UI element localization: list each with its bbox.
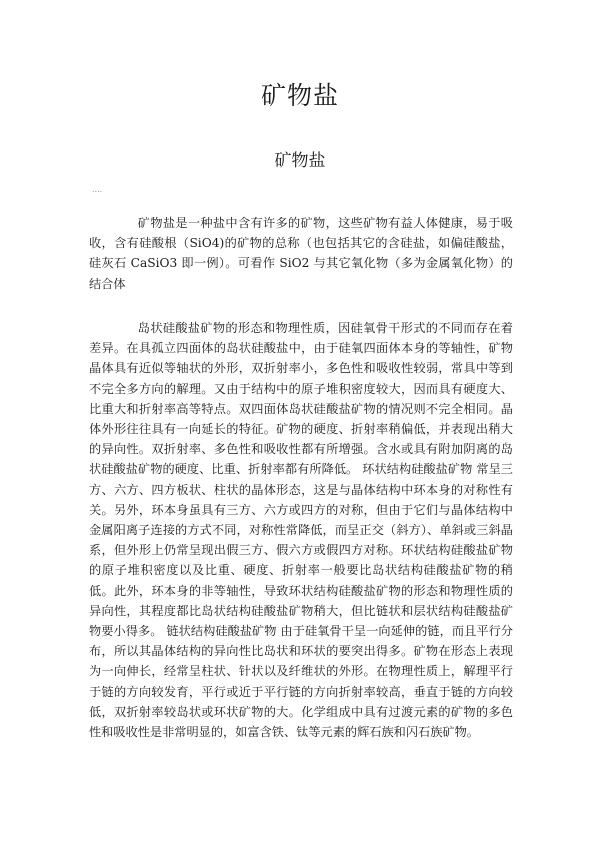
paragraph-structure: 岛状硅酸盐矿物的形态和物理性质，因硅氧骨干形式的不同而存在着差异。在具孤立四面体的岛状硅酸盐中，由于硅氧四面体本身的等轴性，矿物晶体具有近似等轴状的外形，双折射率小，多色性和吸收性较弱，常具中等到不完全多方向的解理。又由于结构中的原子堆积密度较大，因而具有硬度大、比重大和折射率高等特点。双四面体岛状硅酸盐矿物的情况则不完全相同。晶体外形往往具有一向延长的特征。矿物的硬度、折射率稍偏低，并表现出稍大的异向性。双折射率、多色性和吸收性都有所增强。含水或具有附加阴离的岛状硅酸盐矿物的硬度、比重、折射率都有所降低。 环状结构硅酸盐矿物 常呈三方、六方、四方板状、柱状的晶体形态，这是与晶体结构中环本身的对称性有关。另外，环本身虽具有三方、六方或四方的对称，但由于它们与晶体结构中金属阳离子连接的方式不同，对称性常降低，而呈正交（斜方）、单斜或三斜晶系，但外形上仍常呈现出假三方、假六方或假四方对称。环状结构硅酸盐矿物的原子堆积密度以及比重、硬度、折射率一般要比岛状结构硅酸盐矿物的稍低。此外，环本身的非等轴性，导致环状结构硅酸盐矿物的形态和物理性质的异向性，其程度都比岛状结构硅酸盐矿物稍大，但比链状和层状结构硅酸盐矿物要小得多。 链状结构硅酸盐矿物 由于硅氧骨干呈一向延伸的链，而且平行分布，所以其晶体结构的异向性比岛状和环状的要突出得多。矿物在形态上表现为一向伸长，经常呈柱状、针状以及纤维状的外形。在物理性质上，解理平行于链的方向较发育，平行或近于平行链的方向折射率较高，垂直于链的方向较低，双折射率较岛状或环状矿物的大。化学组成中具有过渡元素的矿物的多色性和吸收性是非常明显的，如富含铁、钛等元素的辉石族和闪石族矿物。 bbox=[89, 321, 513, 740]
corner-mark: .... bbox=[92, 185, 103, 194]
page-subtitle: 矿物盐 bbox=[274, 151, 326, 171]
page-title: 矿物盐 bbox=[260, 81, 339, 110]
paragraph-intro: 矿物盐是一种盐中含有许多的矿物，这些矿物有益人体健康，易于吸收，含有硅酸根（SiO4)的矿物的总称（也包括其它的含硅盐，如偏硅酸盐，硅灰石 CaSiO3 即一例）。可看作 SiO2 与其它氧化物（多为金属氧化物）的结合体 bbox=[89, 216, 513, 291]
